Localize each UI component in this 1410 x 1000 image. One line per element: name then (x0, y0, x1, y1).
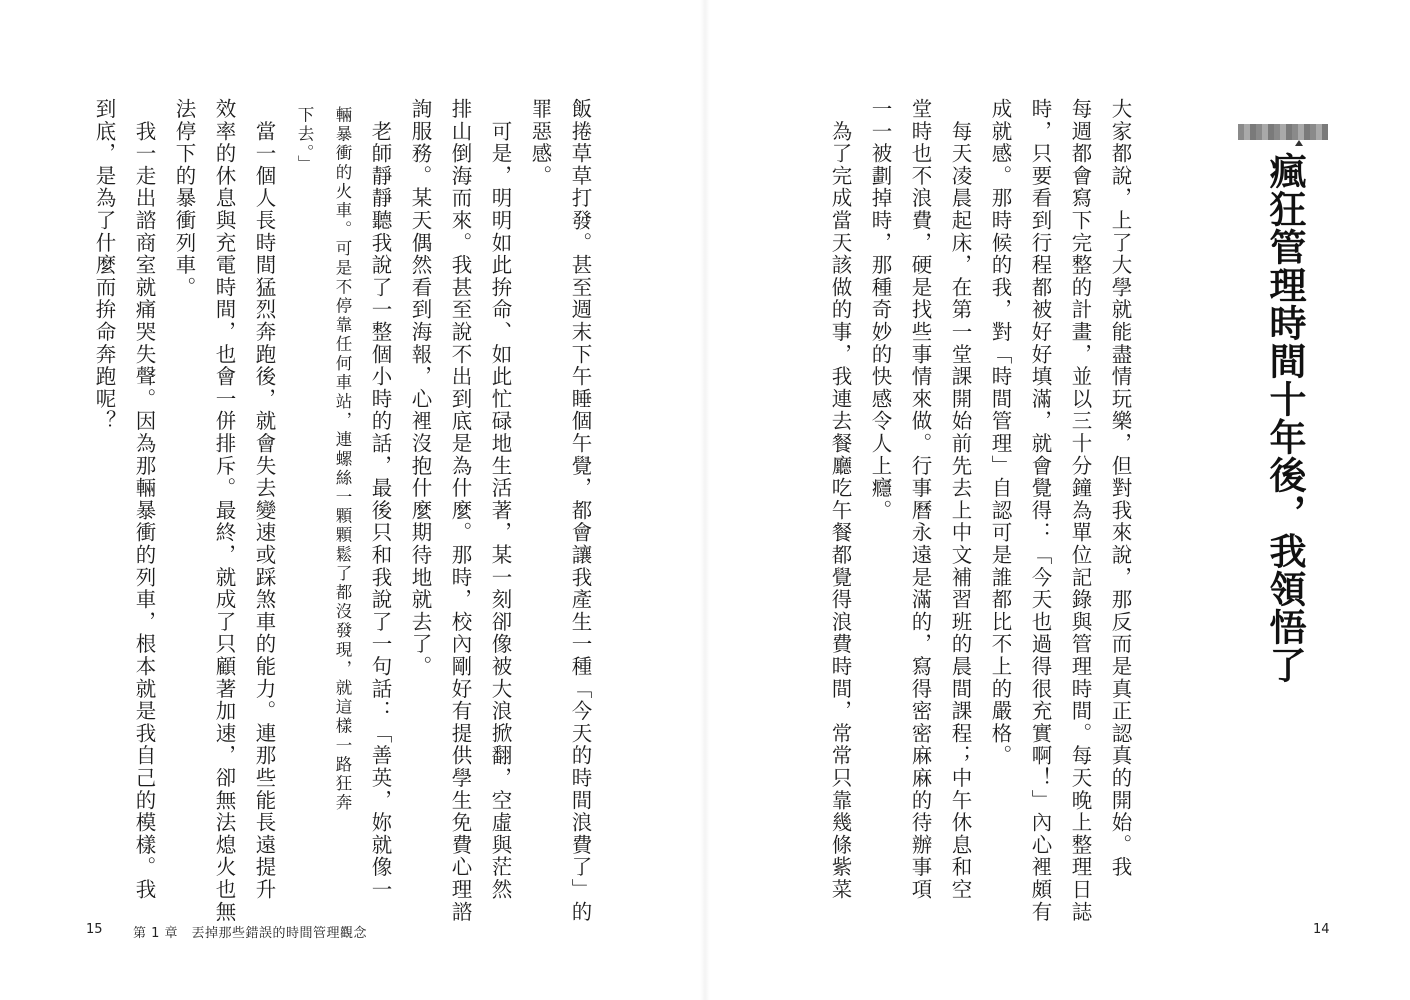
text-column: 罪惡感。 (528, 98, 552, 188)
text-column: 詢服務。某天偶然看到海報，心裡沒抱什麼期待地就去了。 (408, 98, 432, 678)
page-number-right: 14 (1313, 922, 1330, 937)
text-column: 時，只要看到行程都被好好填滿，就會覺得：「今天也過得很充實啊！」內心裡頗有 (1028, 98, 1052, 924)
text-column: 老師靜靜聽我說了一整個小時的話，最後只和我說了一句話：「善英，妳就像一 (368, 98, 392, 901)
text-column: 到底，是為了什麼而拚命奔跑呢？ (92, 98, 116, 433)
chapter-marker-arrow-icon (1295, 140, 1303, 146)
text-column: 堂時也不浪費，硬是找些事情來做。行事曆永遠是滿的，寫得密密麻麻的待辦事項 (908, 98, 932, 901)
text-column: 當一個人長時間猛烈奔跑後，就會失去變速或踩煞車的能力。連那些能長遠提升 (252, 98, 276, 901)
text-column: 大家都說，上了大學就能盡情玩樂，但對我來說，那反而是真正認真的開始。我 (1108, 98, 1132, 879)
chapter-marker-bar (1238, 124, 1328, 140)
text-column: 我一走出諮商室就痛哭失聲。因為那輛暴衝的列車，根本就是我自己的模樣。我 (132, 98, 156, 901)
quote-column: 下去。」 (295, 106, 314, 175)
text-column: 排山倒海而來。我甚至說不出到底是為什麼。那時，校內剛好有提供學生免費心理諮 (448, 98, 472, 924)
section-title: 瘋狂管理時間十年後，我領悟了 (1263, 152, 1306, 684)
text-column: 法停下的暴衝列車。 (172, 98, 196, 299)
text-column: 每週都會寫下完整的計畫，並以三十分鐘為單位記錄與管理時間。每天晚上整理日誌 (1068, 98, 1092, 924)
page-gutter (700, 0, 710, 1000)
text-column: 飯捲草草打發。甚至週末下午睡個午覺，都會讓我產生一種「今天的時間浪費了」的 (568, 98, 592, 924)
running-header-chapter: 第 1 章 丟掉那些錯誤的時間管理觀念 (133, 926, 368, 941)
page-number-left: 15 (86, 922, 103, 937)
text-column: 一一被劃掉時，那種奇妙的快感令人上癮。 (868, 98, 892, 522)
text-column: 可是，明明如此拚命、如此忙碌地生活著，某一刻卻像被大浪掀翻，空虛與茫然 (488, 98, 512, 901)
text-column: 成就感。那時候的我，對「時間管理」自認可是誰都比不上的嚴格。 (988, 98, 1012, 767)
quote-column: 輛暴衝的火車。可是不停靠任何車站，連螺絲一顆顆鬆了都沒發現，就這樣一路狂奔 (333, 106, 352, 813)
text-column: 為了完成當天該做的事，我連去餐廳吃午餐都覺得浪費時間，常常只靠幾條紫菜 (828, 98, 852, 901)
text-column: 效率的休息與充電時間，也會一併排斥。最終，就成了只顧著加速，卻無法熄火也無 (212, 98, 236, 924)
text-column: 每天凌晨起床，在第一堂課開始前先去上中文補習班的晨間課程；中午休息和空 (948, 98, 972, 901)
